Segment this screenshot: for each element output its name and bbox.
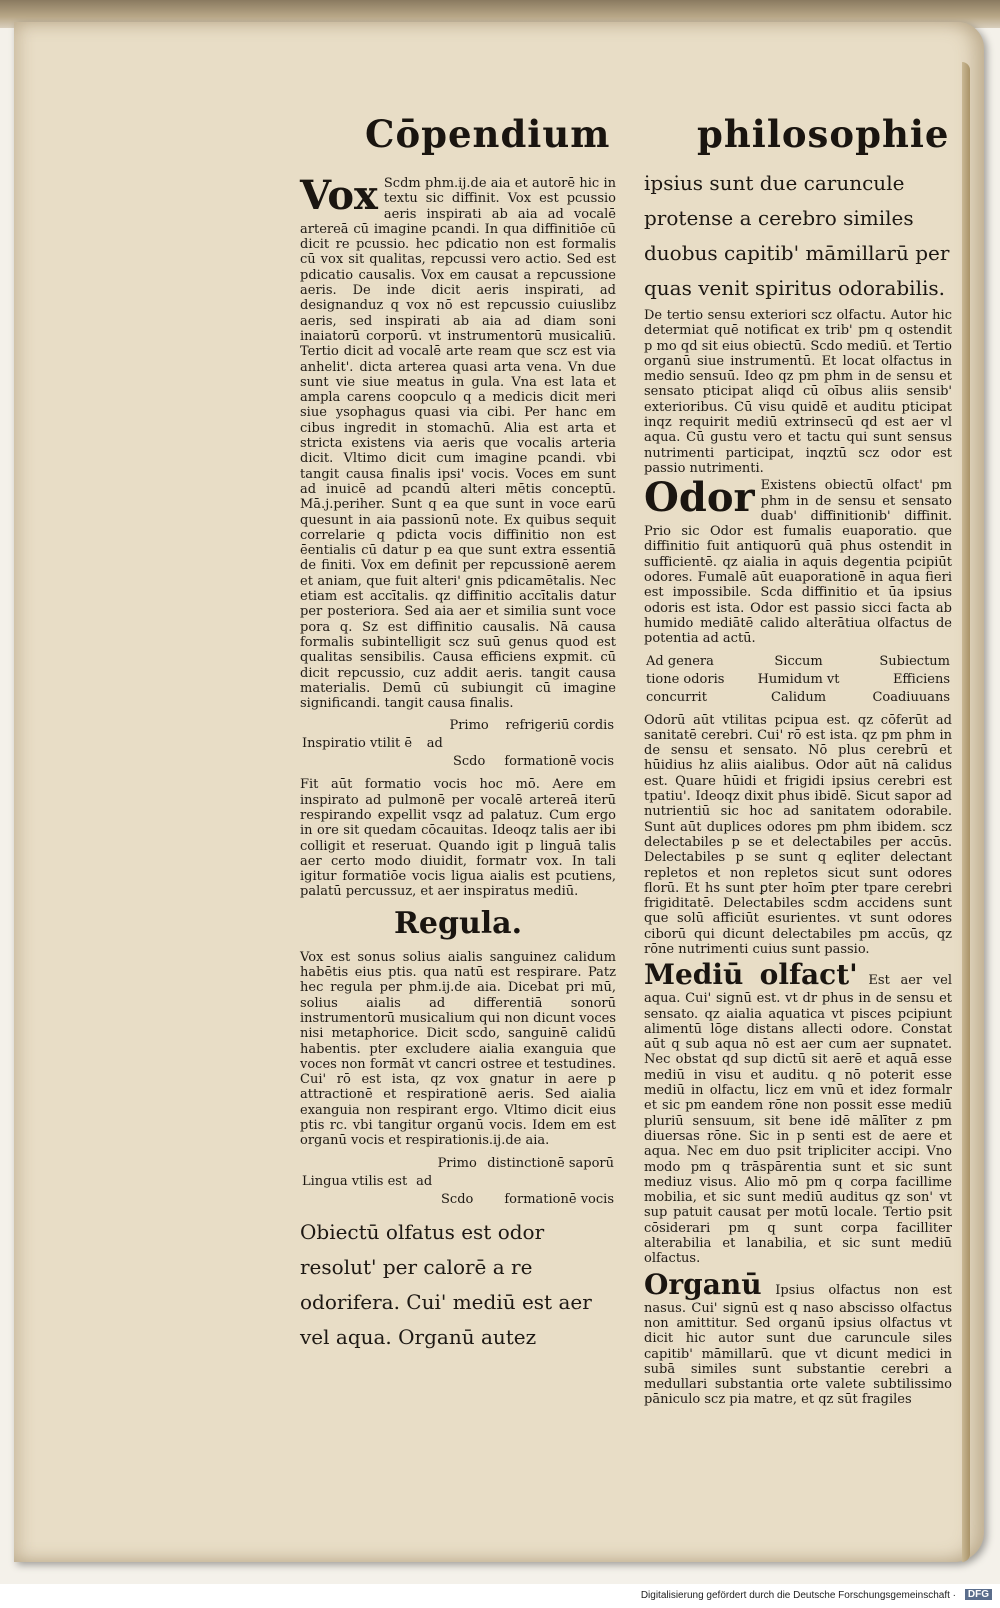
table-cell: tione odoris — [646, 671, 725, 687]
page-edge — [962, 62, 970, 1562]
table-cell: Scdo — [441, 1191, 474, 1207]
paragraph-utilitas: Odorū aūt vtilitas pcipua est. qz cōferūt ad sanitatē cerebri. Cui' rō est ista. qz pm phm in de sensu et sensato. Nō plus cerebrū et hūidius hz aliis aialibus. Odor aūt nā calidus est. Quare hūidi et frigidi ipsius cerebri est tpatiu'. Ideoqz dixit phus ibidē. Sicut sapor ad nutrientiū sic hoc ad sanitatem odorabile. Sunt aūt duplices odores pm phm ibidem. scz delectabiles p se et delectabiles per accūs. Delectabiles p se sunt q eqliter delectant repletos et non repletos sicut sunt odores florū. Et hs sunt ꝑter hoīm ꝑter tpare cerebri frigiditatē. Delectabiles scdm accidens sunt que solū afficiūt esurientes. vt sunt odores ciborū qui dicunt delectabiles pm accūs, qz rōne nutrimenti cuius sunt passio. — [644, 712, 952, 957]
running-head-right: philosophie — [697, 112, 950, 156]
left-column — [300, 172, 616, 1349]
dropcap-vox: Vox — [300, 172, 378, 219]
table-cell: concurrit — [646, 689, 707, 705]
right-column — [644, 166, 953, 1408]
dropcap-odor: Odor — [644, 474, 755, 522]
table-cell: Lingua vtilis est — [302, 1173, 408, 1189]
table-cell: Coadiuuans — [872, 689, 950, 705]
paragraph-vox-text: Scdm phm.ij.de aia et autorē hic in textu sic diffinit. Vox est pcussio aeris inspirati ab aia ad vocalē artereā cū imagine pcandi. In qua diffinitiōe cū dicit re pcussio. hec pdicatio non est formalis cū vox sit qualitas, repcussi vero actio. Sed est pdicatio causalis. Vox em causat a repcussione aeris. De inde dicit aeris inspirati, ad designanduz q vox nō est repcussio cuiuslibz aeris, sed inspirati ab aia ad diam soni inaiatorū corporū. vt instrumentorū musicaliū. Tertio dicit ad vocalē arte ream que scz est via anhelit'. dicta arterea quasi arta vena. Vn due sunt vie siue meatus in gula. Vna est lata et ampla carens coopculo q a medicis dicit meri siue ysophagus quasi via cibi. Per hanc em cibus ingredit in stomachū. Alia est arta et stricta existens via aeris que vocalis arteria dicit. Vltimo dicit cum imagine pcandi. vbi tangit causa finalis ipsi' vocis. Voces em sunt ad inuicē ad pcandū alteri mētis conceptū. Mā.j.periher. Sunt q ea que sunt in voce earū quesunt in aia passionū note. Ex quibus sequit correlarie q pdicta vocis diffinitio non est ēentialis cū datur p ea que sunt extra essentiā de finiti. Vox em definit per repcussionē aerem et aniam, que fuit alteri' gnis pdicamētalis. Nec etiam est accītalis. qz diffinitio accītalis datur per posteriora. Sed aia aer et similia sunt voce pora q. Sz est diffinitio causalis. Nā causa formalis subintelligit scz suū genus quod est qualitas sensibilis. Causa efficiens expmit. cū dicit repcussio, cuz addit aeris. tangit causa materialis. Demū cū subiungit cū imagine significandi. tangit causa finalis. — [300, 176, 616, 712]
subheading-medium: Mediū olfact' — [644, 958, 858, 992]
subheading-organum: Organū — [644, 1267, 762, 1301]
large-text-ipsius: ipsius sunt due caruncule protense a cerebro similes duobus capitib' māmillarū per quas venit spiritus odorabilis. — [644, 171, 950, 300]
table-cell: Ad genera — [646, 653, 714, 669]
bracket-table-inspiratio — [300, 717, 616, 771]
paragraph-organum — [644, 1269, 952, 1408]
paragraph-medium — [644, 959, 952, 1266]
table-cell: Subiectum — [879, 653, 950, 669]
table-cell: Humidum vt — [757, 671, 840, 687]
table-cell: formationē vocis — [504, 754, 614, 770]
paragraph-tertio: De tertio sensu exteriori scz olfactu. Autor hic determiat quē notificat ex trib' pm q ostendit p mo qd sit eius obiectū. Scdo mediū. et Tertio organū siue instrumentū. Et locat olfactus in medio sensuū. Ideo qz pm phm in de sensu et sensato pticipat aliqd cū oībus aliis sensib' exterioribus. Cū visu quidē et auditu pticipat inqz requirit mediū extrinsecū qd est aer vl aqua. Cū gustu vero et tactu qui sunt sensus nutrimenti participat, inqztū scz odor est passio nutrimenti. — [644, 308, 952, 476]
bracket-table-lingua — [300, 1155, 616, 1209]
paragraph-organum-text: Ipsius olfactus non est nasus. Cui' signū est q naso abscisso olfactus non amittitur. Sed organū ipsius olfactus vt dicit hic autor sunt due caruncule siles capitib' māmillarū. que vt dicunt medici in subā similes sunt substantie cerebri a medullari substantia orte valete subtilissimo pāniculo scz pia matre, et qz sūt fragiles — [644, 1282, 953, 1408]
table-cell: Primo — [449, 718, 489, 734]
table-cell: ad — [426, 736, 443, 752]
table-cell: formationē vocis — [504, 1191, 614, 1207]
digitization-credit: Digitalisierung gefördert durch die Deutsche Forschungsgemeinschaft · — [640, 1590, 956, 1601]
dfg-logo: DFG — [965, 1589, 992, 1600]
paragraph-odor-text: Existens obiectū olfact' pm phm in de sensu et sensato duab' diffinitionib' diffinit. Prio sic Odor est fumalis euaporatio. que diffinitio fuit antiquorū quā phus ostendit in sufficientē. qz aialia in aquis degentia pcipiūt odores. Fumalē aūt euaporationē in aqua fieri est impossibile. Scda diffinitio et ūa ipsius odoris est ista. Odor est passio sicci facta ab humido mediātē calido alterātiua olfactus de potentia ad actū. — [644, 478, 952, 647]
running-head-left: Cōpendium — [365, 112, 611, 156]
table-cell: Siccum — [774, 653, 823, 669]
paragraph-regula: Vox est sonus solius aialis sanguinez calidum habētis eius ptis. qua natū est respirare. Patz hec regula per phm.ij.de aia. Dicebat pri mū, solius aialis ad differentiā sonorū instrumentorū musicalium qui non dicunt voces nisi metaphorice. Dicit scdo, sanguinē calidū habentis. pter excludere aialia exanguia que voces non formāt vt cancri ostree et testudines. Cui' rō est ista, qz vox gnatur in aere p attractionē et respirationē aeris. Sed aialia exanguia non respirant ergo. Vltimo dicit eius ptis rc. vbi tangitur organū vocis. Idem em est organū vocis et respirationis.ij.de aia. — [300, 949, 616, 1149]
table-cell: Calidum — [771, 689, 827, 705]
paragraph-formatio: Fit aūt formatio vocis hoc mō. Aere em inspirato ad pulmonē per vocalē artereā iterū respirando expellit vsqz ad palatuz. Cum ergo in ore sit quedam cōcauitas. Ideoqz talis aer ibi colligit et reseruat. Quando igit p linguā talis aer certo modo diuidit, formatr vox. In tali igitur formatiōe vocis ligua aialis est pcutiens, palatū percussuz, et aer inspiratus mediū. — [300, 777, 616, 900]
table-cell: Scdo — [452, 754, 486, 770]
table-cell: distinctionē saporū — [487, 1155, 614, 1171]
table-cell: Efficiens — [892, 671, 950, 687]
table-cell: Inspiratio vtilit ē — [302, 736, 413, 752]
paragraph-medium-text: Est aer vel aqua. Cui' signū est. vt dr phus in de sensu et sensato. qz aialia aquatica vt pisces pcipiunt alimentū lōge distans allecti odore. Constat aūt q sub aqua nō est aer cum aer supnatet. Nec obstat qd sup dictū sit aerē et aquā esse mediū in visu et auditu. q nō poterit esse mediū in olfactu, licz em vnū et idez formalr et sic pm eandem rōne non possit esse mediū pluriū sensuum, sit bene idē mālīter z pm diuersas rōne. Sic in p senti est de aere et aqua. Nec em duo psit tripliciter accipi. Vno modo pm q trāspārentia sunt et sic sunt mediuz visus. Alio mō pm q corpa facillime mobilia, et sic sunt mediū auditus qz son' vt sup patuit causat per motū locale. Tertio psit cōsiderari pm q sunt corpa facilliter alterabilia et lanabilia, et sic sunt mediū olfactus. — [644, 973, 952, 1267]
table-cell: refrigeriū cordis — [505, 718, 614, 734]
large-text-obiectum: Obiectū olfatus est odor resolut' per calorē a re odorifera. Cui' mediū est aer vel aqua. Organū autez — [300, 1219, 592, 1349]
paragraph-vox — [300, 172, 616, 712]
paragraph-odor — [644, 474, 952, 647]
section-heading-regula: Regula. — [393, 905, 523, 941]
bracket-table-genera — [644, 653, 952, 707]
table-cell: Primo — [437, 1155, 477, 1171]
table-cell: ad — [416, 1173, 433, 1189]
